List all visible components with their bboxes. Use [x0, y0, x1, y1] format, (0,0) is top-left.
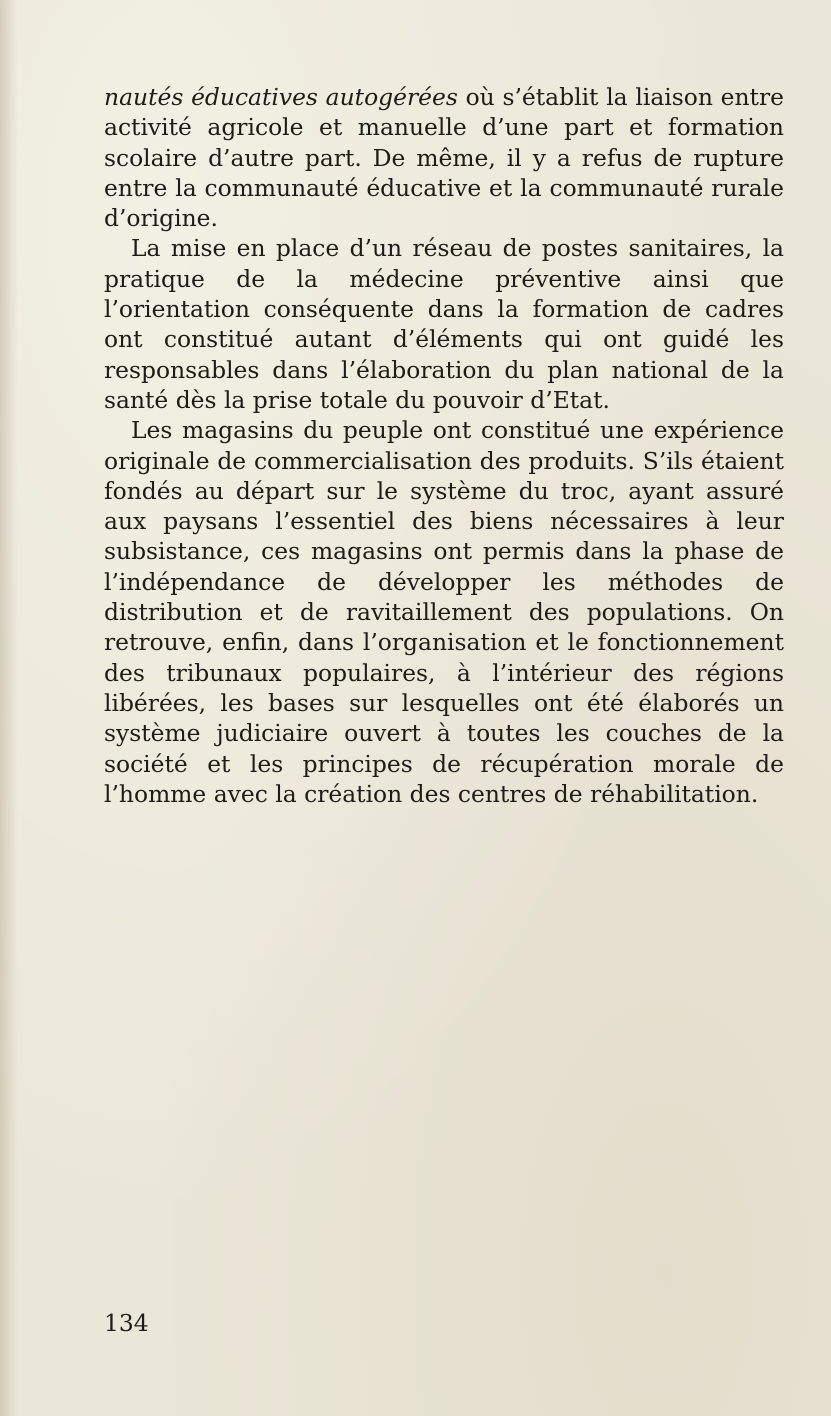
- page-number: 134: [104, 1309, 149, 1337]
- body-text: [104, 82, 784, 809]
- paragraph-3: Les magasins du peuple ont constitué une expérience originale de commercialisation des produits. S’ils étaient fondés au départ sur le système du troc, ayant assuré aux paysans l’essentiel des biens nécessaires à leur subsistance, ces magasins ont permis dans la phase de l’indépendance de développer les méthodes de distribution et de ravitaillement des populations. On retrouve, enfin, dans l’organisation et le fonctionnement des tribunaux populaires, à l’intérieur des régions libérées, les bases sur lesquelles ont été élaborés un système judiciaire ouvert à toutes les couches de la société et les principes de récupération morale de l’homme avec la création des centres de réhabilitation.: [104, 416, 784, 808]
- italic-lead-text: nautés éducatives autogérées: [104, 83, 458, 111]
- spine-shadow: [0, 0, 18, 1416]
- paragraph-2: La mise en place d’un réseau de postes sanitaires, la pratique de la médecine préventive ainsi que l’orientation conséquente dans la formation de cadres ont constitué autant d’éléments qui ont guidé les responsables dans l’élaboration du plan national de la santé dès la prise totale du pouvoir d’Etat.: [104, 234, 784, 414]
- paragraph-1-text: où s’établit la liaison entre activité agricole et manuelle d’une part et formation scolaire d’autre part. De même, il y a refus de rupture entre la communauté éducative et la communauté rurale d’origine.: [104, 83, 784, 233]
- paragraph-1: [104, 82, 784, 233]
